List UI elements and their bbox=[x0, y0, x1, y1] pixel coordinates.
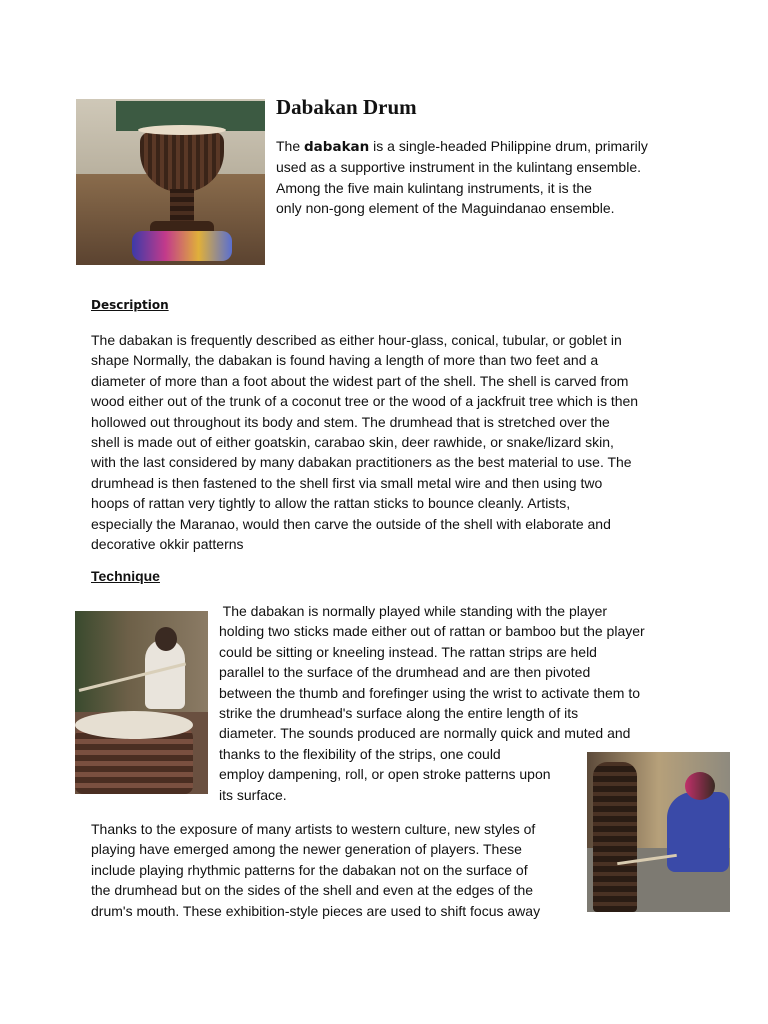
player-head bbox=[155, 627, 177, 651]
technique-line: parallel to the surface of the drumhead and are then pivoted bbox=[219, 664, 591, 681]
trend-line: Thanks to the exposure of many artists to western culture, new styles of bbox=[91, 821, 536, 837]
technique-line: its surface. bbox=[219, 786, 287, 803]
intro-keyword: dabakan bbox=[304, 139, 370, 155]
technique-line: between the thumb and forefinger using the wrist to activate them to bbox=[219, 684, 641, 701]
drum-cloth bbox=[132, 231, 232, 261]
trend-line: the drumhead but on the sides of the shell and even at the edges of the bbox=[91, 882, 534, 899]
trend-line: drum's mouth. These exhibition-style pieces are used to shift focus away bbox=[91, 902, 541, 919]
intro-line: only non-gong element of the Maguindanao ensemble. bbox=[276, 200, 615, 217]
player-photo bbox=[75, 611, 208, 794]
description-paragraph bbox=[91, 330, 681, 554]
intro-line: used as a supportive instrument in the kulintang ensemble. bbox=[276, 159, 641, 176]
technique-line: thanks to the flexibility of the strips, one could bbox=[219, 745, 501, 762]
page-title: Dabakan Drum bbox=[276, 95, 417, 119]
technique-line: employ dampening, roll, or open stroke patterns upon bbox=[219, 766, 551, 783]
description-line: The dabakan is frequently described as either hour-glass, conical, tubular, or goblet in bbox=[91, 332, 622, 348]
description-line: shape Normally, the dabakan is found having a length of more than two feet and a bbox=[91, 352, 599, 369]
technique-line: diameter. The sounds produced are normally quick and muted and bbox=[219, 725, 631, 742]
description-line: diameter of more than a foot about the widest part of the shell. The shell is carved from bbox=[91, 372, 629, 389]
intro-lead: The bbox=[276, 138, 305, 154]
description-line: shell is made out of either goatskin, carabao skin, deer rawhide, or snake/lizard skin, bbox=[91, 434, 614, 451]
technique-line: could be sitting or kneeling instead. The rattan strips are held bbox=[219, 643, 597, 660]
description-line: decorative okkir patterns bbox=[91, 536, 244, 553]
intro-paragraph bbox=[276, 136, 696, 219]
technique-line: The dabakan is normally played while standing with the player bbox=[219, 603, 608, 619]
intro-line-rest: is a single-headed Philippine drum, primarily bbox=[369, 138, 648, 154]
description-line: especially the Maranao, would then carve the outside of the shell with elaborate and bbox=[91, 515, 611, 532]
description-line: hollowed out throughout its body and stem. The drumhead that is stretched over the bbox=[91, 413, 610, 430]
trend-paragraph bbox=[91, 819, 581, 921]
description-heading: Description bbox=[91, 298, 169, 312]
drum-head bbox=[138, 125, 226, 135]
technique-heading: Technique bbox=[91, 568, 160, 584]
player-head bbox=[685, 772, 715, 800]
technique-line: holding two sticks made either out of rattan or bamboo but the player bbox=[219, 623, 645, 640]
player-figure bbox=[667, 792, 729, 872]
trend-line: include playing rhythmic patterns for the dabakan not on the surface of bbox=[91, 861, 528, 878]
intro-line: Among the five main kulintang instruments, it is the bbox=[276, 179, 592, 196]
intro-line bbox=[276, 136, 696, 157]
description-line: drumhead is then fastened to the shell first via small metal wire and then using two bbox=[91, 474, 603, 491]
drum-head bbox=[75, 711, 193, 739]
dabakan-photo bbox=[76, 99, 265, 265]
trend-line: playing have emerged among the newer generation of players. These bbox=[91, 841, 522, 858]
description-line: wood either out of the trunk of a coconut tree or the wood of a jackfruit tree which is then bbox=[91, 393, 639, 410]
technique-line: strike the drumhead's surface along the entire length of its bbox=[219, 705, 579, 722]
side-play-photo bbox=[587, 752, 730, 912]
description-line: hoops of rattan very tightly to allow the rattan sticks to bounce cleanly. Artists, bbox=[91, 495, 571, 512]
description-line: with the last considered by many dabakan practitioners as the best material to use. The bbox=[91, 454, 632, 471]
drum-shell bbox=[593, 762, 637, 912]
photo-wall bbox=[75, 611, 208, 712]
